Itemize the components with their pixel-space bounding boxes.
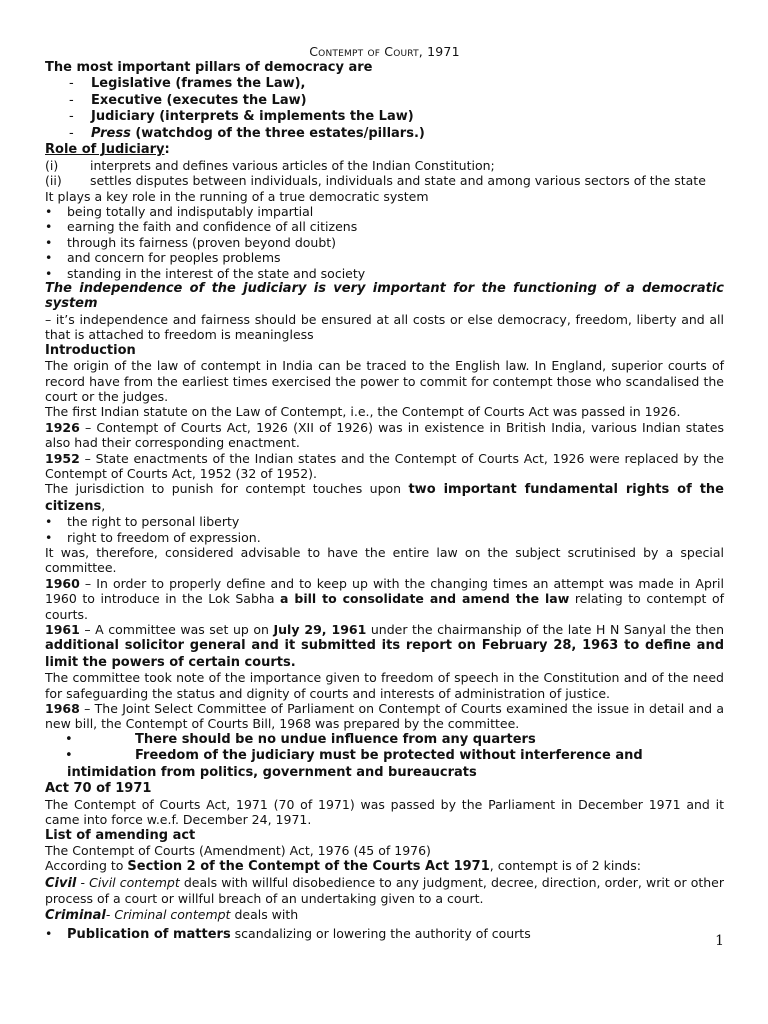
- judiciary-intro: It plays a key role in the running of a true democratic system: [45, 188, 429, 204]
- amending-paragraph: The Contempt of Courts (Amendment) Act, 1976 (45 of 1976): [45, 842, 431, 858]
- judiciary-bullet: • through its fairness (proven beyond doubt): [45, 235, 724, 250]
- judiciary-bullet: • standing in the interest of the state and society: [45, 266, 724, 281]
- section-paragraph: According to Section 2 of the Contempt of the Courts Act 1971, contempt is of 2 kinds:: [45, 858, 641, 875]
- timeline-1952: 1952 – State enactments of the Indian states and the Contempt of Courts Act, 1926 were replaced by the Contempt of Courts Act, 1952 (32 of 1952).: [45, 450, 724, 481]
- pillar-item: - Press (watchdog of the three estates/pillars.): [69, 125, 425, 141]
- judiciary-bullet: • being totally and indisputably impartial: [45, 204, 724, 219]
- introduction-paragraph: The committee took note of the importance given to freedom of speech in the Constitution and of the need for safeguarding the status and dignity of courts and interests of administration of justice.: [45, 670, 724, 701]
- criminal-bullet: • Publication of matters scandalizing or lowering the authority of courts: [45, 926, 724, 942]
- committee-point: • There should be no undue influence from any quarters: [65, 731, 536, 747]
- timeline-1960: 1960 – In order to properly define and to keep up with the changing times an attempt was made in April 1960 to introduce in the Lok Sabha a bill to consolidate and amend the law relating to contempt of courts.: [45, 575, 725, 622]
- act-paragraph: The Contempt of Courts Act, 1971 (70 of 1971) was passed by the Parliament in December 1971 and it came into force w.e.f. December 24, 1971.: [45, 796, 724, 828]
- pillar-item: - Executive (executes the Law): [69, 92, 307, 108]
- civil-contempt-paragraph: Civil - Civil contempt deals with willful disobedience to any judgment, decree, direction, order, writ or other process of a court or willful breach of an undertaking given to a court.: [45, 874, 724, 907]
- judiciary-heading: Role of Judiciary:: [45, 142, 170, 158]
- amending-heading: List of amending act: [45, 827, 196, 843]
- jurisdiction-paragraph: The jurisdiction to punish for contempt touches upon two important fundamental rights of the citizens,: [45, 481, 724, 514]
- judiciary-emphasis-follow: – it’s independence and fairness should be ensured at all costs or else democracy, freedom, liberty and all that is attached to freedom is meaningless: [45, 311, 724, 343]
- rights-bullet: • the right to personal liberty: [45, 514, 724, 529]
- judiciary-bullet: • and concern for peoples problems: [45, 250, 724, 265]
- judiciary-emphasis: The independence of the judiciary is very important for the functioning of a democratic system: [45, 281, 724, 312]
- pillars-list: [45, 76, 724, 142]
- judiciary-point: (i) interprets and defines various articles of the Indian Constitution;: [45, 157, 495, 173]
- introduction-paragraph: The origin of the law of contempt in India can be traced to the English law. In England, superior courts of record have from the earliest times exercised the power to commit for contempt those who scandalised the court or the judges.: [45, 358, 724, 404]
- page-number: 1: [715, 933, 724, 949]
- pillar-item: - Judiciary (interprets & implements the Law): [69, 109, 414, 125]
- pillars-heading: The most important pillars of democracy are: [45, 60, 373, 76]
- timeline-1961: 1961 – A committee was set up on July 29, 1961 under the chairmanship of the late H N Sanyal the then additional solicitor general and it submitted its report on February 28, 1963 to define and limit the powers of certain courts.: [45, 622, 725, 670]
- committee-point: • Freedom of the judiciary must be protected without interference and intimidation from politics, government and bureaucrats: [65, 748, 643, 780]
- document-title: Contempt of Court, 1971: [309, 44, 460, 59]
- rights-bullet: • right to freedom of expression.: [45, 530, 724, 545]
- pillar-item: - Legislative (frames the Law),: [69, 76, 306, 92]
- act-heading: Act 70 of 1971: [45, 781, 152, 797]
- judiciary-point: (ii) settles disputes between individuals, individuals and state and among various sectors of the state: [45, 173, 706, 189]
- judiciary-bullet: • earning the faith and confidence of all citizens: [45, 219, 724, 234]
- introduction-heading: Introduction: [45, 342, 136, 358]
- timeline-1968: 1968 – The Joint Select Committee of Parliament on Contempt of Courts examined the issue in detail and a new bill, the Contempt of Courts Bill, 1968 was prepared by the committee.: [45, 701, 724, 732]
- introduction-paragraph: The first Indian statute on the Law of Contempt, i.e., the Contempt of Courts Act was passed in 1926.: [45, 404, 681, 420]
- timeline-1926: 1926 – Contempt of Courts Act, 1926 (XII of 1926) was in existence in British India, various Indian states also had their corresponding enactment.: [45, 419, 724, 451]
- criminal-contempt-paragraph: Criminal- Criminal contempt deals with: [45, 906, 299, 923]
- introduction-paragraph: It was, therefore, considered advisable to have the entire law on the subject scrutinised by a special committee.: [45, 544, 724, 576]
